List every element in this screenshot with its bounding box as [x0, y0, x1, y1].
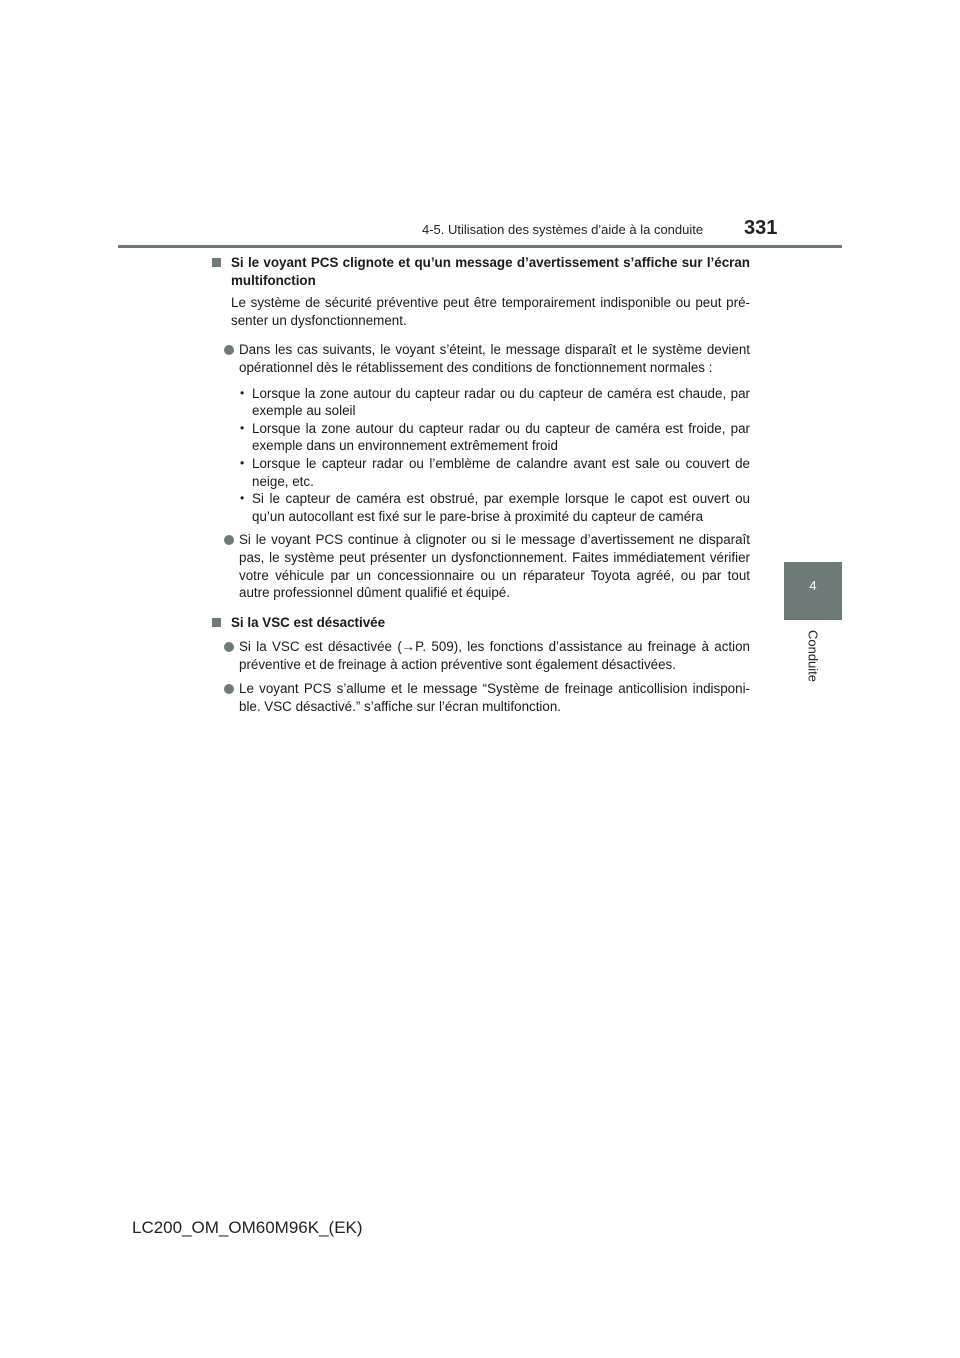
sub-list-item: [210, 455, 750, 490]
list-item-text: Si le voyant PCS continue à clignoter ou si le message d’avertissement ne disparaît pas, le système peut présenter un dysfonctionnement. Faites immédiatement vérifier votre véhicule par un concessionnaire ou un réparateur Toyota agréé, ou par tout autre professionnel dûment qualifié et équipé.: [239, 532, 750, 601]
arrow-icon: →: [401, 639, 416, 655]
heading-text: Si la VSC est désactivée: [231, 614, 386, 630]
list-item: [210, 531, 750, 601]
sub-list-item-text: Lorsque le capteur radar ou l’emblème de calandre avant est sale ou couvert de neige, etc.: [252, 455, 750, 489]
page-number: 331: [744, 217, 778, 239]
circle-bullet-icon: [224, 345, 234, 355]
heading-text: Si le voyant PCS clignote et qu’un message d’avertissement s’affiche sur l’écran multifonction: [231, 255, 750, 288]
list-item: [210, 680, 750, 715]
dot-bullet-icon: •: [240, 455, 245, 470]
dot-bullet-icon: •: [240, 491, 245, 506]
chapter-label: Conduite: [805, 629, 821, 683]
running-header-section: 4-5. Utilisation des systèmes d’aide à la conduite: [422, 222, 704, 237]
condition-sublist: [210, 385, 750, 526]
page-reference-link[interactable]: P. 509), les fonctions d’assistance au freinage à action préventive et de freinage à action préventive sont également désactivées.: [239, 639, 750, 672]
circle-bullet-icon: [224, 535, 234, 545]
circle-bullet-icon: [224, 642, 234, 652]
document-code: LC200_OM_OM60M96K_(EK): [132, 1218, 363, 1237]
sub-list-item: [210, 490, 750, 525]
sub-list-item-text: Si le capteur de caméra est obstrué, par exemple lorsque le capot est ouvert ou qu’un autocollant est fixé sur le pare-brise à proximité du capteur de caméra: [252, 491, 750, 524]
section-heading-vsc-off: [210, 614, 750, 632]
list-item-text-prefix: Si la VSC est désactivée (: [239, 639, 402, 655]
sub-list-item: [210, 420, 750, 455]
list-item-text: Le voyant PCS s’allume et le message “Système de freinage anticollision indisponi-ble. VSC désactivé.” s’affiche sur l’écran multifonction.: [239, 681, 750, 715]
list-item: [210, 638, 750, 673]
intro-paragraph: Le système de sécurité préventive peut être temporairement indisponible ou peut pré-senter un dysfonctionnement.: [231, 295, 750, 328]
section-heading-pcs-flashing: [210, 254, 750, 289]
dot-bullet-icon: •: [240, 385, 245, 400]
sub-list-item: [210, 385, 750, 420]
chapter-tab: [784, 562, 842, 620]
list-item: [210, 341, 750, 376]
page-content: [210, 254, 750, 716]
header-divider: [118, 245, 842, 248]
list-item-text: Dans les cas suivants, le voyant s’éteint, le message disparaît et le système devient opérationnel dès le rétablissement des conditions de fonctionnement normales :: [239, 342, 750, 375]
dot-bullet-icon: •: [240, 420, 245, 435]
square-bullet-icon: [212, 618, 221, 627]
sub-list-item-text: Lorsque la zone autour du capteur radar ou du capteur de caméra est froide, par exemple dans un environnement extrêmement froid: [252, 420, 750, 454]
sub-list-item-text: Lorsque la zone autour du capteur radar ou du capteur de caméra est chaude, par exemple au soleil: [252, 385, 750, 419]
circle-bullet-icon: [224, 684, 234, 694]
square-bullet-icon: [212, 258, 221, 267]
chapter-number: 4: [809, 578, 817, 593]
